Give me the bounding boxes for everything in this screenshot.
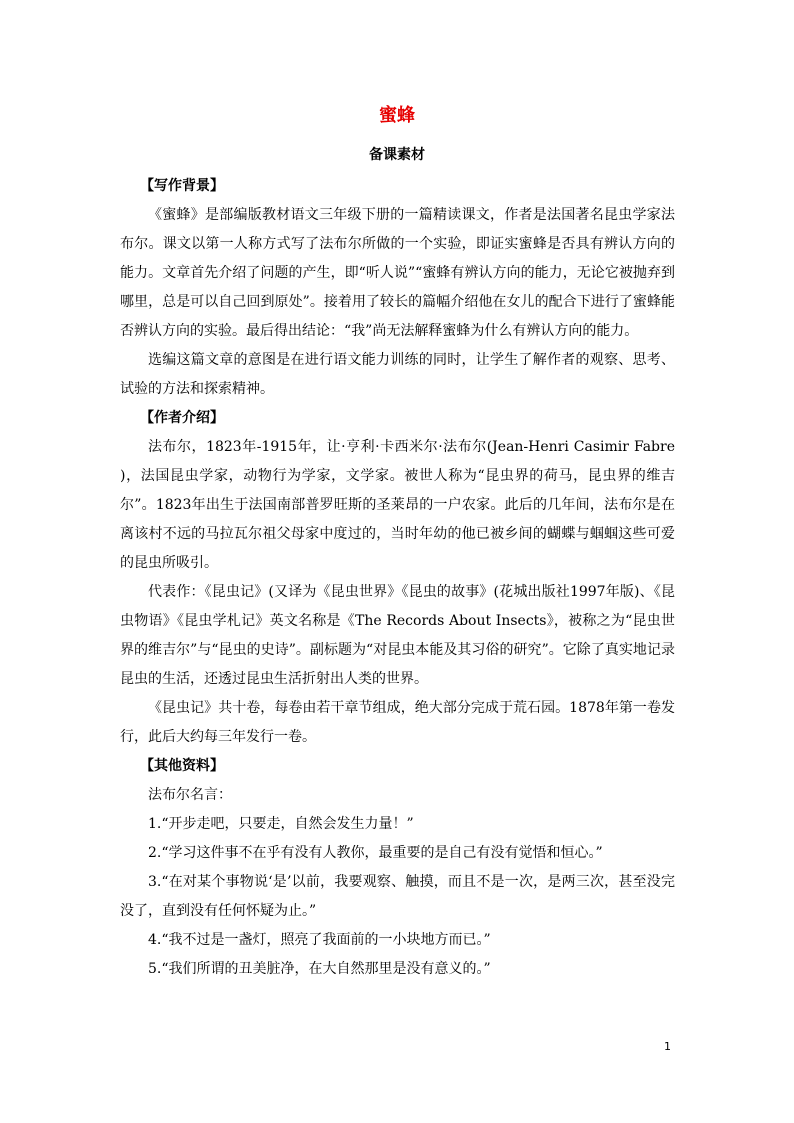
document-subtitle: 备课素材 <box>369 147 425 163</box>
quote-item: 1.“开步走吧，只要走，自然会发生力量！” <box>148 816 414 832</box>
paragraph-background-1: 《蜜蜂》是部编版教材语文三年级下册的一篇精读课文，作者是法国著名昆虫学家法布尔。课文以第一人称方式写了法布尔所做的一个实验，即证实蜜蜂是否具有辨认方向的能力。文章首先介绍了问题的产生，即“听人说”“蜜蜂有辨认方向的能力，无论它被抛弃到哪里，总是可以自己回到原处”。接着用了较长的篇幅介绍他在女儿的配合下进行了蜜蜂能否辨认方向的实验。最后得出结论：“我”尚无法解释蜜蜂为什么有辨认方向的能力。 <box>120 207 675 339</box>
paragraph-author-1: 法布尔，1823年-1915年，让·亨利·卡西米尔·法布尔(Jean-Henri Casimir Fabre )，法国昆虫学家，动物行为学家，文学家。被世人称为“昆虫界的荷马，昆虫界的维吉尔”。1823年出生于法国南部普罗旺斯的圣莱昂的一户农家。此后的几年间，法布尔是在离该村不远的马拉瓦尔祖父母家中度过的，当时年幼的他已被乡间的蝴蝶与蝈蝈这些可爱的昆虫所吸引。 <box>120 439 675 571</box>
section-heading-background: 【写作背景】 <box>140 178 224 194</box>
paragraph-author-2: 代表作：《昆虫记》(又译为《昆虫世界》《昆虫的故事》(花城出版社1997年版)、《昆虫物语》《昆虫学札记》英文名称是《The Records About Insects》，被称之为“昆虫世界的维吉尔”与“昆虫的史诗”。副标题为“对昆虫本能及其习俗的研究”。它除了真实地记录昆虫的生活，还透过昆虫生活折射出人类的世界。 <box>120 584 675 687</box>
paragraph-background-2: 选编这篇文章的意图是在进行语文能力训练的同时，让学生了解作者的观察、思考、试验的方法和探索精神。 <box>120 352 675 397</box>
quote-item: 4.“我不过是一盏灯，照亮了我面前的一小块地方而已。” <box>148 932 491 948</box>
page-number: 1 <box>664 1040 671 1053</box>
section-heading-other: 【其他资料】 <box>140 758 224 774</box>
paragraph-author-3: 《昆虫记》共十卷，每卷由若干章节组成，绝大部分完成于荒石园。1878年第一卷发行，此后大约每三年发行一卷。 <box>120 700 675 745</box>
document-body <box>120 172 675 984</box>
document-title: 蜜蜂 <box>379 105 415 126</box>
section-heading-author: 【作者介绍】 <box>140 410 224 426</box>
paragraph-quotes-intro: 法布尔名言： <box>148 787 232 803</box>
quote-item: 3.“在对某个事物说‘是’以前，我要观察、触摸，而且不是一次，是两三次，甚至没完没了，直到没有任何怀疑为止。” <box>120 874 675 919</box>
quote-item: 5.“我们所谓的丑美脏净，在大自然那里是没有意义的。” <box>148 961 491 977</box>
quote-item: 2.“学习这件事不在乎有没有人教你，最重要的是自己有没有觉悟和恒心。” <box>148 845 603 861</box>
